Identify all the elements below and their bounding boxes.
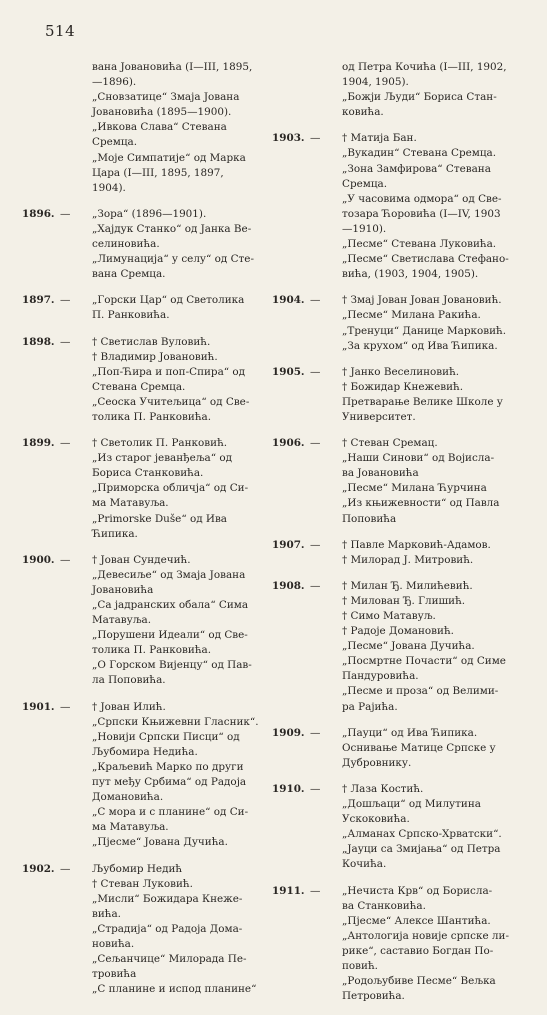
entry-line: † Светолик П. Ранковић. [92, 437, 228, 450]
chronology-entry [272, 365, 530, 425]
entry-dash: — [60, 700, 71, 713]
entry-year: 1907. [272, 538, 305, 551]
entry-line: Бориса Станковића. [92, 467, 204, 480]
entry-body [342, 782, 530, 873]
entry-dash: — [60, 437, 71, 450]
entry-line: „Јауци са Змијања“ од Петра [342, 843, 501, 856]
entry-line: „Сељанчице“ Милорада Пе- [92, 953, 247, 966]
chronology-entry [272, 131, 530, 282]
entry-year: 1910. [272, 782, 305, 795]
entry-line: „Посмртне Почасти“ од Симе [342, 655, 506, 668]
entry-year: 1908. [272, 579, 305, 592]
entry-dash: — [60, 294, 71, 307]
entry-line: рике“, саставио Богдан По- [342, 944, 494, 957]
entry-line: „Пјесме“ Алексе Шантића. [342, 914, 491, 927]
entry-dash: — [60, 862, 71, 875]
chronology-entry [272, 579, 530, 715]
entry-dash: — [310, 884, 321, 897]
entry-line: „Приморска обличја“ од Си- [92, 482, 249, 495]
entry-line: пут међу Србима“ од Радоја [92, 776, 247, 789]
entry-line: ва Јовановића [342, 467, 419, 480]
chronology-entry [22, 553, 260, 689]
entry-line: † Стеван Луковић. [92, 877, 193, 890]
entry-line: „Зона Замфирова“ Стевана [342, 162, 491, 175]
entry-line: † Светислав Вуловић. [92, 335, 211, 348]
entry-year: 1897. [22, 294, 55, 307]
entry-line: † Павле Марковић-Адамов. [342, 538, 491, 551]
entry-line: „Нечиста Крв“ од Борисла- [342, 884, 493, 897]
entry-line: † Матија Бан. [342, 132, 417, 145]
entry-line: Поповића [342, 512, 397, 525]
entry-line: „Зора“ (1896—1901). [92, 207, 207, 220]
entry-line: „Страдија“ од Радоја Дома- [92, 922, 243, 935]
entry-line: „Мисли“ Божидара Кнеже- [92, 892, 243, 905]
entry-year: 1899. [22, 437, 55, 450]
entry-line: „Сновзатице“ Змаја Јована [92, 91, 240, 104]
chronology-entry [272, 884, 530, 1005]
entry-line: „Алманах Српско-Хрватски“. [342, 828, 502, 841]
entry-dash: — [310, 365, 321, 378]
entry-line: „Антологија новије српске ли- [342, 929, 509, 942]
entry-body [92, 60, 260, 196]
entry-line: „У часовима одмора“ од Све- [342, 192, 502, 205]
entry-line: † Владимир Јовановић. [92, 350, 218, 363]
entry-year: 1904. [272, 294, 305, 307]
chronology-entry [22, 700, 260, 851]
entry-year: 1906. [272, 437, 305, 450]
entry-body [342, 436, 530, 527]
entry-line: „Ивкова Слава“ Стевана [92, 121, 227, 134]
entry-line: Јовановића [92, 583, 154, 596]
entry-line: ковића. [342, 106, 384, 119]
entry-line: „Хајдук Станко“ од Јанка Ве- [92, 222, 252, 235]
entry-line: „С планине и испод планине“ [92, 983, 257, 996]
left-column [22, 60, 260, 1008]
entry-line: „Дошљаци“ од Милутина Ускоковића. [342, 798, 481, 826]
entry-line: толика П. Ранковића. [92, 644, 212, 657]
entry-line: „Тренуци“ Данице Марковић. [342, 324, 507, 337]
entry-year: 1909. [272, 726, 305, 739]
entry-line: „Песме“ Милана Ракића. [342, 309, 481, 322]
entry-line: Претварање Велике Школе у [342, 395, 503, 408]
entry-year: 1901. [22, 700, 55, 713]
entry-line: вана Сремца. [92, 268, 166, 281]
entry-line: толика П. Ранковића. [92, 410, 212, 423]
entry-year: 1898. [22, 335, 55, 348]
entry-line: вића, (1903, 1904, 1905). [342, 268, 479, 281]
entry-line: „Новији Српски Писци“ од [92, 730, 240, 743]
entry-dash: — [60, 335, 71, 348]
entry-line: „Порушени Идеали“ од Све- [92, 629, 248, 642]
entry-line: Домановића. [92, 791, 164, 804]
entry-line: Пандуровића. [342, 670, 419, 683]
entry-line: вића. [92, 907, 121, 920]
entry-body [342, 131, 530, 282]
entry-line: Љубомир Недић [92, 862, 183, 875]
entry-year: 1902. [22, 862, 55, 875]
entry-line: † Јован Сундечић. [92, 553, 191, 566]
entry-line: † Божидар Кнежевић. [342, 380, 464, 393]
entry-line: ма Матавуља. [92, 821, 169, 834]
entry-body [342, 538, 530, 568]
entry-dash: — [60, 207, 71, 220]
chronology-entry [22, 60, 260, 196]
entry-line: „Српски Књижевни Гласник“. [92, 715, 259, 728]
entry-line: Кочића. [342, 858, 387, 871]
entry-dash: — [60, 553, 71, 566]
entry-line: ла Поповића. [92, 674, 166, 687]
entry-line: „Наши Синови“ од Војисла- [342, 452, 495, 465]
entry-line: „Песме“ Светислава Стефано- [342, 253, 509, 266]
entry-line: Љубомира Недића. [92, 745, 198, 758]
entry-body [92, 553, 260, 689]
entry-line: селиновића. [92, 238, 160, 251]
entry-line: † Радоје Домановић. [342, 625, 454, 638]
entry-line: П. Ранковића. [92, 309, 170, 322]
chronology-entry [22, 862, 260, 998]
entry-dash: — [310, 437, 321, 450]
entry-line: вана Јовановића (I—III, 1895, [92, 61, 253, 73]
entry-line: „Пјесме“ Јована Дучића. [92, 836, 228, 849]
entry-line: „Девесиље“ од Змаја Јована [92, 568, 246, 581]
entry-line: „Моје Симпатије“ од Марка [92, 151, 246, 164]
entry-line: новића. [92, 937, 135, 950]
entry-line: —1896). [92, 76, 137, 89]
entry-line: „Поп-Ћира и поп-Спира“ од [92, 365, 246, 378]
entry-line: ра Рајића. [342, 700, 398, 713]
entry-line: † Милован Ђ. Глишић. [342, 594, 466, 607]
entry-line: „Primorske Duše“ од Ива Ћипика. [92, 512, 228, 540]
entry-year: 1903. [272, 132, 305, 145]
entry-line: Оснивање Матице Српске у [342, 741, 496, 754]
entry-year: 1896. [22, 207, 55, 220]
chronology-entry [22, 335, 260, 426]
entry-body [92, 700, 260, 851]
entry-line: „Песме“ Јована Дучића. [342, 640, 475, 653]
entry-line: „Краљевић Марко по други [92, 760, 244, 773]
entry-body [92, 436, 260, 542]
entry-line: † Јанко Веселиновић. [342, 365, 460, 378]
entry-line: „Песме“ Милана Ћурчина [342, 482, 487, 495]
entry-line: „Са јадранских обала“ Сима [92, 599, 249, 611]
chronology-entry [272, 538, 530, 568]
entry-line: „Из књижевности“ од Павла [342, 497, 500, 510]
entry-line: „Божји Људи“ Бориса Стан- [342, 91, 497, 104]
chronology-entry [22, 207, 260, 282]
entry-dash: — [310, 294, 321, 307]
entry-line: Стевана Сремца. [92, 380, 186, 393]
entry-dash: — [310, 782, 321, 795]
entry-line: од Петра Кочића (I—III, 1902, [342, 61, 507, 73]
entry-line: „Из старог јеванђеља“ од [92, 452, 233, 465]
entry-line: Јовановића (1895—1900). [92, 106, 232, 119]
entry-line: † Јован Илић. [92, 700, 166, 713]
entry-line: тровића [92, 968, 137, 981]
entry-line: Цара (I—III, 1895, 1897, 1904). [92, 166, 224, 194]
entry-line: ма Матавуља. [92, 497, 169, 510]
entry-dash: — [310, 726, 321, 739]
chronology-entry [272, 436, 530, 527]
entry-line: ва Станковића. [342, 899, 426, 912]
entry-dash: — [310, 132, 321, 145]
entry-line: „Лимунација“ у селу“ од Сте- [92, 253, 254, 266]
chronology-entry [22, 436, 260, 542]
entry-line: † Стеван Сремац. [342, 437, 438, 450]
entry-year: 1911. [272, 884, 305, 897]
entry-year: 1905. [272, 365, 305, 378]
entry-line: † Милорад Ј. Митровић. [342, 553, 474, 566]
entry-line: —1910). [342, 222, 387, 235]
entry-line: „За крухом“ од Ива Ћипика. [342, 339, 498, 352]
entry-body [342, 579, 530, 715]
entry-line: † Милан Ђ. Милићевић. [342, 579, 473, 592]
entry-dash: — [310, 579, 321, 592]
right-column [272, 60, 530, 1015]
entry-line: тозара Ћоровића (I—IV, 1903 [342, 207, 501, 220]
chronology-entry [272, 60, 530, 120]
entry-line: повић. [342, 959, 378, 972]
entry-line: „Сеоска Учитељица“ од Све- [92, 395, 250, 408]
chronology-entry [22, 293, 260, 323]
entry-body [92, 862, 260, 998]
entry-body [342, 293, 530, 353]
entry-line: „О Горском Вијенцу“ од Пав- [92, 659, 252, 672]
entry-line: † Симо Матавуљ. [342, 610, 436, 622]
chronology-entry [272, 293, 530, 353]
entry-line: Петровића. [342, 990, 405, 1003]
entry-body [92, 293, 260, 323]
entry-line: „Песме и проза“ од Велими- [342, 685, 499, 698]
entry-body [92, 335, 260, 426]
entry-body [342, 726, 530, 771]
entry-line: Университет. [342, 410, 416, 423]
entry-line: „С мора и с планине“ од Си- [92, 806, 249, 819]
entry-dash: — [310, 538, 321, 551]
page-number: 514 [45, 22, 76, 40]
entry-body [342, 884, 530, 1005]
entry-line: Матавуља. [92, 614, 152, 627]
entry-line: „Родољубиве Песме“ Вељка [342, 975, 496, 988]
entry-body [92, 207, 260, 282]
entry-line: † Змај Јован Јован Јовановић. [342, 294, 502, 307]
entry-line: „Пауци“ од Ива Ћипика. [342, 726, 478, 739]
entry-line: Дубровнику. [342, 756, 412, 769]
entry-year: 1900. [22, 553, 55, 566]
entry-line: 1904, 1905). [342, 76, 409, 89]
entry-line: Сремца. [92, 136, 138, 149]
entry-line: † Лаза Костић. [342, 782, 424, 795]
chronology-entry [272, 782, 530, 873]
entry-line: „Песме“ Стевана Луковића. [342, 238, 497, 251]
chronology-entry [272, 726, 530, 771]
entry-line: „Горски Цар“ од Светолика [92, 294, 245, 307]
entry-body [342, 60, 530, 120]
entry-line: „Вукадин“ Стевана Сремца. [342, 147, 497, 160]
entry-line: Сремца. [342, 177, 388, 190]
entry-body [342, 365, 530, 425]
